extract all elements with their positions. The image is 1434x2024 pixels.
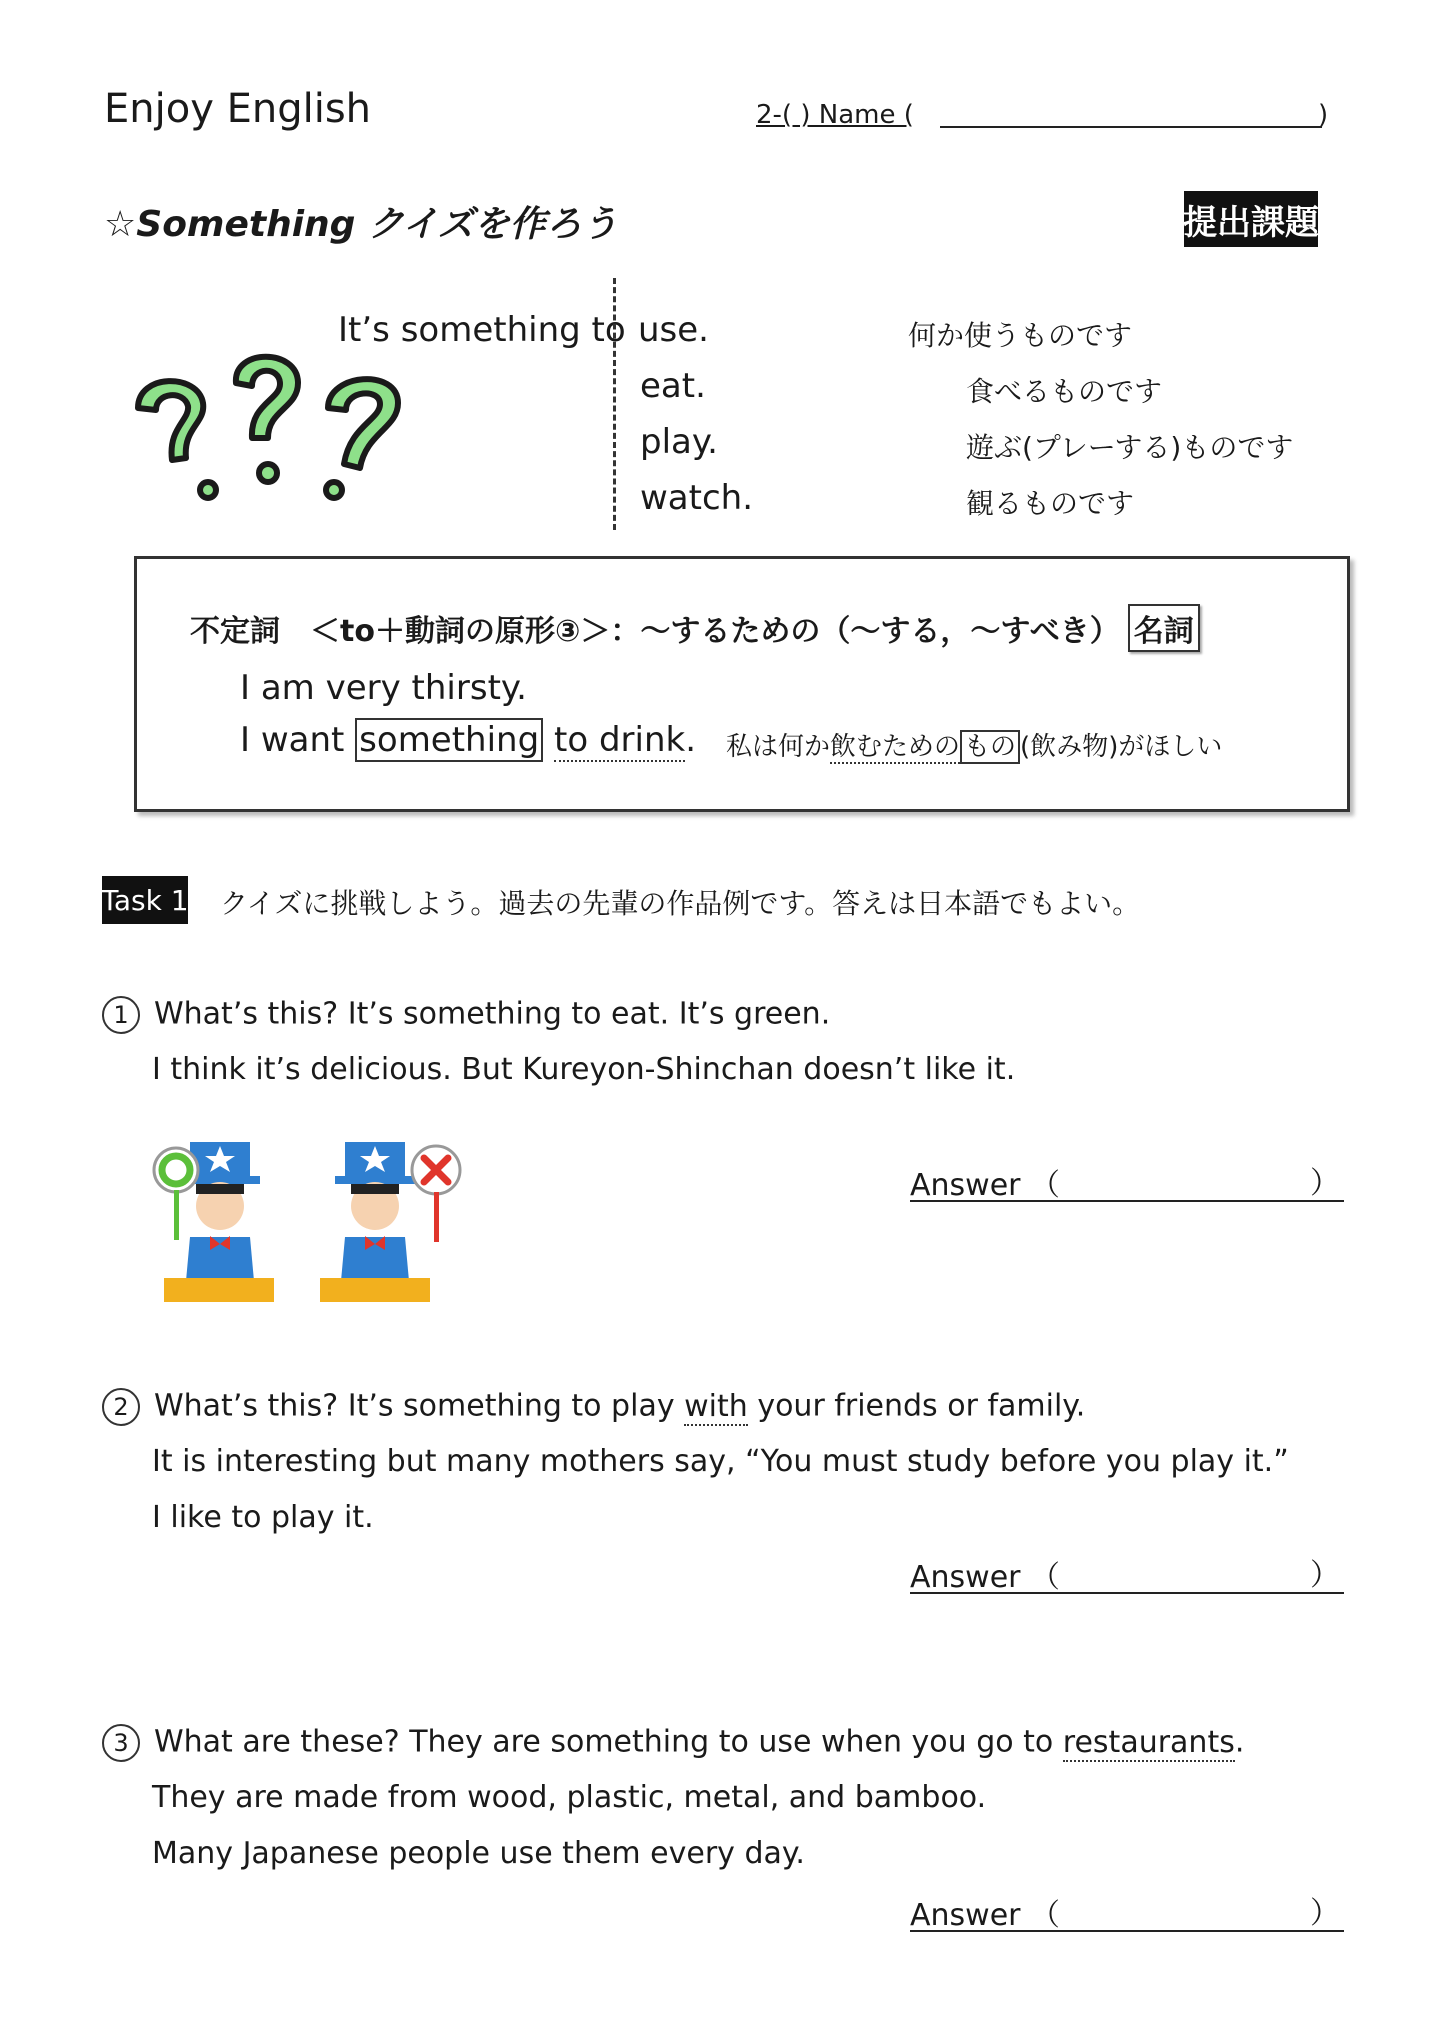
- noun-label: 名詞: [1128, 604, 1200, 652]
- question-text-post: .: [1234, 1724, 1245, 1760]
- translation-eat: 食べるものです: [966, 375, 1163, 408]
- answer-3-close: ）: [1310, 1896, 1340, 1931]
- section-subtitle: ☆Something クイズを作ろう: [104, 204, 618, 245]
- question-text: What’s this? It’s something to eat. It’s green.: [154, 996, 831, 1032]
- grammar-example-jp: [726, 726, 1222, 763]
- answer-3-input-line[interactable]: [910, 1930, 1344, 1932]
- pattern-divider: [613, 278, 616, 530]
- jp-dotted: 飲むための: [830, 732, 961, 762]
- question-number: 3: [102, 1724, 140, 1762]
- grammar-heading-text: 不定詞 ＜to＋動詞の原形③＞：～するための（～する，～すべき）: [190, 614, 1120, 649]
- translation-watch: 観るものです: [966, 487, 1135, 520]
- ex2-space: [543, 720, 554, 760]
- verb-use: use.: [638, 310, 709, 350]
- question-3-line-2: They are made from wood, plastic, metal, and bamboo.: [152, 1780, 987, 1815]
- question-text-post: your friends or family.: [747, 1388, 1086, 1424]
- translation-use: 何か使うものです: [908, 319, 1133, 352]
- answer-2-label: Answer （: [910, 1560, 1061, 1595]
- answer-1-label: Answer （: [910, 1168, 1061, 1203]
- question-marks-icon: [128, 348, 418, 518]
- question-text-pre: What’s this? It’s something to play: [154, 1388, 685, 1424]
- question-2-line-3: I like to play it.: [152, 1500, 374, 1535]
- ex2-dotted-phrase: to drink: [554, 720, 686, 760]
- question-text-dotted: with: [684, 1388, 748, 1424]
- answer-3-label: Answer （: [910, 1898, 1061, 1933]
- quiz-hosts-icon: [140, 1132, 470, 1312]
- jp-boxed: もの: [960, 730, 1020, 764]
- verb-play: play.: [640, 422, 718, 462]
- question-text-dotted: restaurants: [1062, 1724, 1235, 1760]
- pattern-lead: It’s something to: [338, 310, 626, 350]
- ex2-end: .: [685, 720, 696, 760]
- answer-2-close: ）: [1310, 1558, 1340, 1593]
- question-number: 1: [102, 996, 140, 1034]
- name-input-line[interactable]: [940, 126, 1322, 128]
- grammar-example-2: [240, 720, 696, 760]
- answer-2-input-line[interactable]: [910, 1592, 1344, 1594]
- question-1-line-2: I think it’s delicious. But Kureyon-Shinchan doesn’t like it.: [152, 1052, 1016, 1087]
- jp-post: (飲み物)がほしい: [1020, 732, 1223, 762]
- question-1-line-1: [102, 996, 830, 1034]
- answer-1-close: ）: [1310, 1166, 1340, 1201]
- submission-badge: 提出課題: [1184, 191, 1318, 247]
- translation-play: 遊ぶ(プレーする)ものです: [966, 431, 1294, 464]
- question-text-pre: What are these? They are something to use when you go to: [154, 1724, 1063, 1760]
- name-close-paren: ): [1318, 100, 1329, 130]
- ex2-boxed-word: something: [355, 718, 543, 762]
- grammar-heading: [190, 604, 1200, 652]
- question-3-line-3: Many Japanese people use them every day.: [152, 1836, 805, 1871]
- task-badge: Task 1: [102, 876, 188, 924]
- worksheet-title: Enjoy English: [104, 86, 372, 132]
- ex2-pre: I want: [240, 720, 356, 760]
- jp-pre: 私は何か: [726, 732, 831, 762]
- verb-eat: eat.: [640, 366, 706, 406]
- task-instruction: クイズに挑戦しよう。過去の先輩の作品例です。答えは日本語でもよい。: [220, 887, 1141, 920]
- grammar-example-1: I am very thirsty.: [240, 668, 527, 708]
- answer-1-input-line[interactable]: [910, 1200, 1344, 1202]
- verb-watch: watch.: [640, 478, 754, 518]
- question-number: 2: [102, 1388, 140, 1426]
- question-2-line-1: [102, 1388, 1085, 1426]
- question-3-line-1: [102, 1724, 1244, 1762]
- class-name-label: 2-( ) Name (: [756, 100, 914, 130]
- question-2-line-2: It is interesting but many mothers say, “You must study before you play it.”: [152, 1444, 1289, 1479]
